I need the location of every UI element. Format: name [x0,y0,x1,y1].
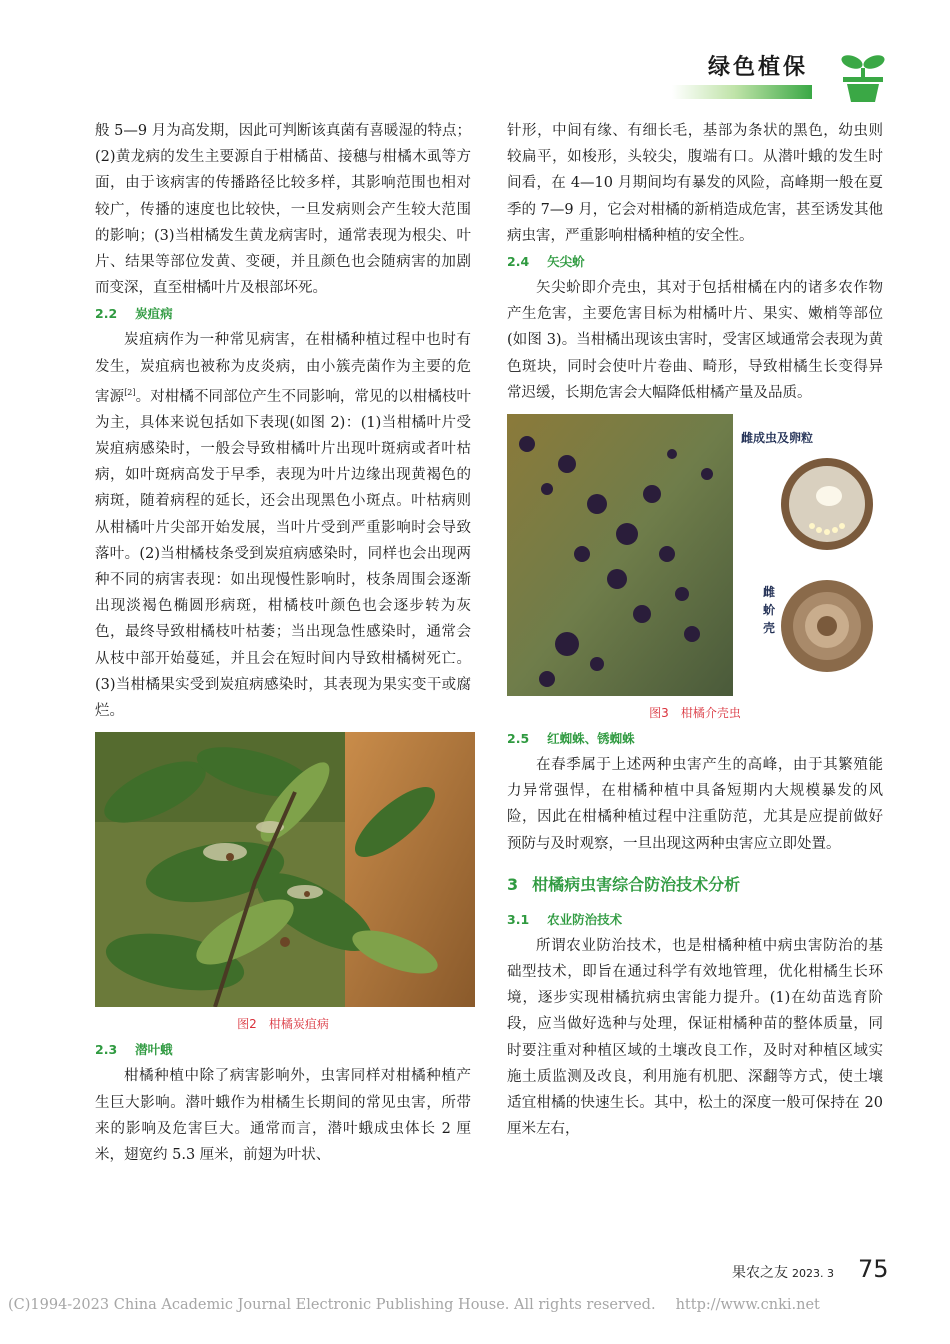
cnki-link[interactable]: http://www.cnki.net [675,1297,820,1313]
paragraph-2-4: 矢尖蚧即介壳虫，其对于包括柑橘在内的诸多农作物产生危害，主要危害目标为柑橘叶片、果实、嫩梢等部位(如图 3)。当柑橘出现该虫害时，受害区域通常会表现为黄色斑块，同时会使叶片卷曲、畸形，导致柑橘生长变得异常迟缓，长期危害会大幅降低柑橘产量及品质。 [507,280,883,401]
paragraph-2-3: 柑橘种植中除了病害影响外，虫害同样对柑橘种植产生巨大影响。潜叶蛾作为柑橘生长期间的常见虫害，所带来的影响及危害巨大。通常而言，潜叶蛾成虫体长 2 厘米，翅宽约 5.3 厘米，前翅为叶状、 [95,1068,471,1163]
paragraph-2-2 [95,327,471,724]
heading-title: 柑橘病虫害综合防治技术分析 [532,874,741,894]
section-title: 绿色植保 [708,55,809,80]
subheading-title: 红蜘蛛、锈蜘蛛 [547,731,635,747]
paragraph-continued: 针形，中间有缘、有细长毛，基部为条状的黑色，幼虫则较扁平，如梭形，头较尖，腹端有口。从潜叶蛾的发生时间看，在 4—10 月期间均有暴发的风险，高峰期一般在夏季的 7—9 月，它会对柑橘的新梢造成危害，甚至诱发其他病虫害，严重影响柑橘种植的安全性。 [507,123,883,244]
figure-3-panel [507,414,883,696]
subheading-number: 2.4 [507,254,530,270]
sprout-pot-icon [835,48,891,104]
subheading-2-2 [95,301,471,327]
subheading-title: 潜叶蛾 [135,1042,173,1058]
figure-label-bottom-3: 壳 [763,621,776,636]
header-banner [672,85,812,99]
figure-2-photo [95,732,475,1007]
figure-label: 柑橘炭疽病 [268,1017,329,1032]
subheading-3-1 [507,907,883,933]
subheading-title: 农业防治技术 [547,911,623,927]
heading-3 [507,873,883,897]
paragraph-text: 。对柑橘不同部位产生不同影响，常见的以柑橘枝叶为主，具体来说包括如下表现(如图 2)：(1)当柑橘叶片受炭疽病感染时，一般会导致柑橘叶片出现叶斑病或者叶枯病，如叶斑病高发于早季，表现为叶片边缘出现黄褐色的病斑，随着病程的延长，还会出现黑色小斑点。叶枯病则从柑橘叶片尖部开始发展，当叶片受到严重影响时会导致落叶。(2)当柑橘枝条受到炭疽病感染时，同样也会出现两种不同的病害表现：如出现慢性影响时，枝条周围会逐渐出现淡褐色椭圆形病斑，柑橘枝叶颜色也会逐步转为灰色，最终导致柑橘枝叶枯萎；当出现急性感染时，通常会从枝中部开始蔓延，并且会在短时间内导致柑橘树死亡。(3)当柑橘果实受到炭疽病感染时，其表现为果实变干或腐烂。 [95,388,472,720]
figure-label-top: 雌成虫及卵粒 [741,431,814,446]
figure-2-caption [95,1015,471,1033]
citation-ref: [2] [124,387,136,397]
page-number: 75 [858,1255,889,1283]
left-column [95,118,471,1168]
citrus-anthracnose-illustration [95,732,475,1007]
paragraph-2-5: 在春季属于上述两种虫害产生的高峰，由于其繁殖能力异常强悍，在柑橘种植中具备短期内大规模暴发的风险，因此在柑橘种植过程中注重防范，尤其是应提前做好预防与及时观察，一旦出现这两种虫害应立即处置。 [507,757,883,852]
footer-journal [732,1262,834,1282]
copyright-text: (C)1994-2023 China Academic Journal Electronic Publishing House. All rights reserved. [8,1297,656,1313]
scale-insect-illustration [507,414,883,696]
journal-name: 果农之友 [732,1265,788,1281]
paragraph-intro: 般 5—9 月为高发期，因此可判断该真菌有喜暖湿的特点；(2)黄龙病的发生主要源自于柑橘苗、接穗与柑橘木虱等方面，由于该病害的传播路径比较多样，其影响范围也相对较广，传播的速度也比较快，一旦发病则会产生较大范围的影响；(3)当柑橘发生黄龙病害时，通常表现为根尖、叶片、结果等部位发黄、变硬，并且颜色也会随病害的加剧而变深，直至柑橘叶片及根部坏死。 [95,123,471,297]
subheading-number: 2.2 [95,306,118,322]
female-adult-drawing [781,458,873,550]
subheading-number: 3.1 [507,911,530,927]
subheading-2-3 [95,1037,471,1063]
figure-number: 图3 [649,706,669,721]
figure-label: 柑橘介壳虫 [680,706,741,721]
paragraph-text: 炭疽病作为一种常见病害，在柑橘种植过程中也时有发生，炭疽病也被称为皮炎病，由小簇壳菌作为主要的危害源 [95,332,471,405]
copyright-line [8,1297,820,1313]
subheading-2-4 [507,249,883,275]
subheading-title: 矢尖蚧 [547,254,585,270]
paragraph-3-1: 所谓农业防治技术，也是柑橘种植中病虫害防治的基础型技术，即旨在通过科学有效地管理，优化柑橘生长环境，逐步实现柑橘抗病虫害能力提升。(1)在幼苗选育阶段，应当做好选种与处理，保证柑橘种苗的整体质量，同时要注重对种植区域的土壤改良工作，及时对种植区域实施土质监测及改良，利用施有机肥、深翻等方式，使土壤适宜柑橘的快速生长。其中，松土的深度一般可保持在 20 厘米左右， [507,937,883,1138]
figure-number: 图2 [237,1017,257,1032]
heading-number: 3 [507,874,519,894]
journal-issue: 2023. 3 [792,1267,834,1280]
figure-3-caption [507,704,883,722]
right-column [507,118,883,1142]
subheading-title: 炭疽病 [135,306,173,322]
figure-label-bottom-1: 雌 [763,585,776,600]
subheading-number: 2.3 [95,1042,118,1058]
subheading-2-5 [507,726,883,752]
figure-label-bottom-2: 蚧 [763,603,776,618]
scale-shell-drawing [781,580,873,672]
subheading-number: 2.5 [507,731,530,747]
